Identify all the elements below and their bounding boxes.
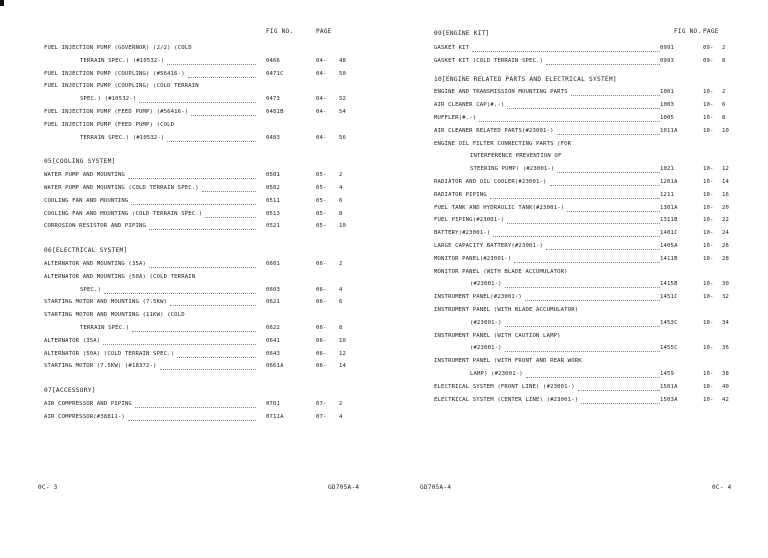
toc-entry [44,93,364,106]
figure-number: 0701 [266,400,281,407]
page-number: 14 [339,363,347,370]
entry-title: INSTRUMENT PANEL (WITH CAUTION LAMP) [434,332,561,339]
figure-number: 0483 [266,134,281,141]
figure-number: 0481B [266,108,284,115]
entry-title: INTERFERENCE PREVENTION OF [470,153,562,160]
toc-entry [434,86,750,99]
page-prefix: 10- [703,89,714,96]
entry-title: FUEL PIPING(#23001-) [434,217,505,224]
dot-leader [132,328,256,332]
toc-entry [434,240,750,253]
figure-number: 0502 [266,184,281,191]
entry-title: BATTERY(#23001-) [434,230,491,237]
page-number: 32 [722,294,730,301]
right-doc-code: GD705A-4 [420,484,452,491]
entry-title: ENGINE OIL FILTER CONNECTING PARTS (FOR [434,140,572,147]
dot-leader [149,226,256,230]
engine-related-entries [434,86,750,406]
page-number: 28 [722,255,730,262]
entry-title: ELECTRICAL SYSTEM (FRONT LINE) (#23001-) [434,383,575,390]
figure-number: 1001 [660,89,675,96]
dot-leader [167,138,256,142]
toc-entry [434,163,750,176]
page-number: 6 [339,197,343,204]
toc-entry [434,317,750,330]
toc-entry [44,258,364,271]
dot-leader [205,214,256,218]
page-prefix: 06- [316,324,327,331]
column-header [44,28,364,42]
page-prefix: 05- [316,172,327,179]
toc-entry [44,296,364,309]
entry-title: COOLING FAN AND MOUNTING [44,197,129,204]
entry-title: ELECTRICAL SYSTEM (CENTER LINE) (#23001-) [434,396,579,403]
entry-title: ALTERNATOR AND MOUNTING (50A) (COLD TERRAIN [44,273,196,280]
toc-entry [44,106,364,119]
entry-title: FUEL TANK AND HYDRAULIC TANK(#23001-) [434,204,565,211]
page-number: 4 [339,413,343,420]
dot-leader [160,366,256,370]
entry-title: TERRAIN SPEC.) (#10532-) [80,57,165,64]
figure-number: 1405A [660,242,678,249]
entry-title: RADIATOR PIPING [434,191,487,198]
page-prefix: 04- [316,96,327,103]
page-prefix: 10- [703,127,714,134]
dot-leader [525,297,660,301]
toc-entry [434,42,750,55]
entry-title: TERRAIN SPEC.) (#10532-) [80,134,165,141]
scan-corner-mark [0,0,4,6]
dot-leader [578,387,660,391]
toc-entry [44,360,364,373]
entry-title: WATER PUMP AND MOUNTING [44,172,125,179]
entry-title: LARGE CAPACITY BATTERY(#23001-) [434,242,544,249]
entry-title: STARTING MOTOR AND MOUNTING (7.5KW) [44,299,168,306]
page-number: 26 [722,242,730,249]
figure-number: 1003 [660,102,675,109]
page-number: 2 [339,400,343,407]
toc-entry [434,330,750,343]
dot-leader [507,105,660,109]
figure-number: 1411B [660,255,678,262]
entry-title: ALTERNATOR AND MOUNTING (35A) [44,260,147,267]
accessory-entries [44,398,364,424]
page-prefix: 10- [703,230,714,237]
dot-leader [202,188,256,192]
page-prefix: 10- [703,319,714,326]
dot-leader [514,259,660,263]
section-heading-cooling: 05[COOLING SYSTEM] [44,158,116,166]
figure-number: 0601 [266,260,281,267]
figure-number: 1301A [660,204,678,211]
page-number: 4 [339,286,343,293]
column-header [434,28,750,42]
figure-number: 1501A [660,383,678,390]
dot-leader [479,118,660,122]
page-number: 8 [339,210,343,217]
page-prefix: 04- [316,57,327,64]
page-prefix: 10- [703,294,714,301]
dot-leader [128,417,256,421]
dot-leader [571,92,660,96]
page-prefix: 10- [703,281,714,288]
toc-entry [434,55,750,68]
toc-entry [44,322,364,335]
dot-leader [472,48,660,52]
fig-no-header: FIG NO. [266,28,294,35]
toc-entry [44,68,364,81]
figure-number: 1459 [660,370,675,377]
figure-number: 0466 [266,57,281,64]
toc-entry [434,112,750,125]
toc-entry [44,169,364,182]
figure-number: 0471C [266,70,284,77]
page-prefix: 04- [316,70,327,77]
figure-number: 0521 [266,223,281,230]
toc-entry [44,335,364,348]
toc-entry [434,125,750,138]
engine-kit-entries [434,42,750,68]
dot-leader [131,201,256,205]
entry-title: STARTING MOTOR AND MOUNTING (11KW) (COLD [44,312,185,319]
page-number: 12 [722,166,730,173]
page-number: 22 [722,217,730,224]
page-prefix: 10- [703,396,714,403]
page-number: 24 [722,230,730,237]
entry-title: ALTERNATOR (50A) (COLD TERRAIN SPEC.) [44,350,175,357]
page-prefix: 10- [703,370,714,377]
dot-leader [581,400,660,404]
left-page [44,28,364,424]
page-prefix: 10- [703,166,714,173]
page-number: 40 [722,383,730,390]
figure-number: 0473 [266,96,281,103]
dot-leader [526,374,660,378]
fuel-injection-entries [44,42,364,144]
right-page [434,28,750,406]
page-number: 42 [722,396,730,403]
page-number: 48 [339,57,347,64]
page-number: 2 [339,260,343,267]
figure-number: 1451C [660,294,678,301]
page-prefix: 10- [703,114,714,121]
dot-leader [128,175,256,179]
entry-title: FUEL INJECTION PUMP (GOVERNOR) (2/2) (COLD [44,45,192,51]
toc-entry [44,55,364,68]
page-number: 2 [722,89,726,96]
toc-entry [44,80,364,93]
toc-entry [44,119,364,132]
toc-entry [44,208,364,221]
entry-title: AIR CLEANER RELATED PARTS(#23001-) [434,127,554,134]
toc-entry [434,99,750,112]
page-prefix: 07- [316,400,327,407]
toc-entry [434,202,750,215]
page-number: 10 [722,127,730,134]
toc-entry [44,195,364,208]
page-prefix: 05- [316,223,327,230]
dot-leader [557,169,660,173]
figure-number: 1401C [660,230,678,237]
entry-title: SPEC.) (#10532-) [80,96,137,103]
entry-title: AIR COMPRESSOR(#38811-) [44,413,125,420]
dot-leader [505,323,660,327]
figure-number: 0622 [266,324,281,331]
dot-leader [149,264,256,268]
entry-title: FUEL INJECTION PUMP (COUPLING) (#56416-) [44,70,185,77]
page-number: 10 [339,223,347,230]
entry-title: AIR COMPRESSOR AND PIPING [44,400,132,407]
fig-no-header: FIG NO. [674,28,702,35]
entry-title: LAMP) (#23001-) [470,370,523,377]
entry-title: (#23001-) [470,319,502,326]
section-heading-electrical: 06[ELECTRICAL SYSTEM] [44,247,128,255]
entry-title: INSTRUMENT PANEL (WITH FRONT AND REAR WORK [434,358,582,365]
dot-leader [550,182,660,186]
figure-number: 0603 [266,286,281,293]
page-header: PAGE [316,28,332,35]
page-number: 8 [722,114,726,121]
page-prefix: 10- [703,383,714,390]
dot-leader [567,208,660,212]
toc-entry [434,291,750,304]
page-prefix: 06- [316,260,327,267]
page-prefix: 10- [703,242,714,249]
entry-title: (#23001-) [470,345,502,352]
toc-entry [44,348,364,361]
entry-title: INSTRUMENT PANEL(#23001-) [434,294,522,301]
entry-title: FUEL INJECTION PUMP (COUPLING) (COLD TERRAIN [44,83,199,90]
dot-leader [188,74,256,78]
dot-leader [177,354,256,358]
entry-title: INSTRUMENT PANEL (WITH BLADE ACCUMULATOR) [434,306,579,313]
page-number: 8 [722,57,726,64]
page-number: 12 [339,350,347,357]
toc-entry [44,42,364,55]
figure-number: 0661A [266,363,284,370]
dot-leader [490,195,660,199]
page-number: 2 [339,172,343,179]
figure-number: 1201A [660,178,678,185]
toc-entry [44,411,364,424]
toc-entry [434,342,750,355]
figure-number: 0993 [660,57,675,64]
entry-title: COOLING FAN AND MOUNTING (COLD TERRAIN SPEC.) [44,210,203,217]
toc-entry [44,309,364,322]
dot-leader [135,404,256,408]
page-number: 16 [722,191,730,198]
toc-entry [44,284,364,297]
page-prefix: 09- [703,57,714,64]
entry-title: RADIATOR AND OIL COOLER(#23001-) [434,178,547,185]
figure-number: 0501 [266,172,281,179]
dot-leader [104,290,256,294]
figure-number: 1211 [660,191,675,198]
entry-title: FUEL INJECTION PUMP (FEED PUMP) (#56416-) [44,108,189,115]
page-prefix: 06- [316,350,327,357]
left-page-number: 0C- 3 [38,484,58,491]
toc-entry [434,394,750,407]
page-number: 52 [339,96,347,103]
entry-title: STEERING PUMP) (#23001-) [470,166,555,173]
page-number: 36 [722,345,730,352]
left-doc-code: GD705A-4 [328,484,360,491]
entry-title: MUFFLER(#.-) [434,114,477,121]
page-number: 38 [722,370,730,377]
entry-title: ALTERNATOR (35A) [44,337,101,344]
toc-entry [434,176,750,189]
entry-title: MONITOR PANEL(#23001-) [434,255,512,262]
page-number: 2 [722,45,726,51]
figure-number: 1415B [660,281,678,288]
toc-entry [434,214,750,227]
figure-number: 0641 [266,337,281,344]
entry-title: FUEL INJECTION PUMP (FEED PUMP) (COLD [44,121,175,128]
toc-entry [44,132,364,145]
entry-title: STARTING MOTOR (7.5KW) (#18372-) [44,363,157,370]
page-number: 6 [722,102,726,109]
page-prefix: 10- [703,191,714,198]
figure-number: 0513 [266,210,281,217]
entry-title: (#23001-) [470,281,502,288]
dot-leader [507,220,660,224]
page-number: 20 [722,204,730,211]
toc-entry [434,150,750,163]
page-prefix: 10- [703,345,714,352]
page-number: 56 [339,134,347,141]
entry-title: CORROSION RESISTOR AND PIPING [44,223,147,230]
page-prefix: 10- [703,178,714,185]
dot-leader [103,341,256,345]
page-number: 50 [339,70,347,77]
toc-entry [434,227,750,240]
figure-number: 0643 [266,350,281,357]
page-number: 10 [339,337,347,344]
page-prefix: 10- [703,255,714,262]
toc-entry [434,138,750,151]
page-number: 4 [339,184,343,191]
page-number: 14 [722,178,730,185]
electrical-entries [44,258,364,373]
toc-entry [434,368,750,381]
entry-title: GASKET KIT [434,45,470,51]
page-prefix: 10- [703,204,714,211]
dot-leader [493,233,660,237]
dot-leader [505,284,660,288]
cooling-entries [44,169,364,233]
toc-entry [434,189,750,202]
dot-leader [139,99,256,103]
toc-entry [44,182,364,195]
entry-title: MONITOR PANEL (WITH BLADE ACCUMULATOR) [434,268,568,275]
toc-entry [434,355,750,368]
dot-leader [557,131,660,135]
page-prefix: 06- [316,363,327,370]
page-prefix: 07- [316,413,327,420]
section-heading-accessory: 07[ACCESSORY] [44,387,96,395]
entry-title: GASKET KIT (COLD TERRAIN SPEC.) [434,57,544,64]
page-prefix: 06- [316,286,327,293]
right-page-number: 0C- 4 [712,484,732,491]
figure-number: 1455C [660,345,678,352]
page-prefix: 05- [316,184,327,191]
entry-title: ENGINE AND TRANSMISSION MOUNTING PARTS [434,89,568,96]
section-heading-engine-kit: 09[ENGINE KIT] [434,30,490,37]
figure-number: 1021 [660,166,675,173]
page-prefix: 06- [316,337,327,344]
dot-leader [167,61,256,65]
entry-title: TERRAIN SPEC.) [80,324,130,331]
page-header: PAGE [703,28,719,35]
figure-number: 0991 [660,45,675,51]
page-number: 34 [722,319,730,326]
toc-entry [434,304,750,317]
figure-number: 1011A [660,127,678,134]
page-prefix: 06- [316,299,327,306]
section-heading-engine-related: 10[ENGINE RELATED PARTS AND ELECTRICAL SYSTEM] [434,75,617,83]
toc-entry [434,381,750,394]
figure-number: 1453C [660,319,678,326]
entry-title: AIR CLEANER CAP(#.-) [434,102,505,109]
toc-entry [44,271,364,284]
page-prefix: 05- [316,197,327,204]
page-number: 54 [339,108,347,115]
toc-entry [434,253,750,266]
dot-leader [170,302,256,306]
page-prefix: 04- [316,108,327,115]
dot-leader [546,246,660,250]
dot-leader [505,348,660,352]
page-number: 8 [339,324,343,331]
page-number: 30 [722,281,730,288]
toc-entry [434,266,750,279]
figure-number: 0711A [266,413,284,420]
entry-title: WATER PUMP AND MOUNTING (COLD TERRAIN SPEC.) [44,184,199,191]
dot-leader [191,112,256,116]
figure-number: 1005 [660,114,675,121]
figure-number: 0621 [266,299,281,306]
page-prefix: 10- [703,217,714,224]
page-number: 6 [339,299,343,306]
page-prefix: 09- [703,45,714,51]
entry-title: SPEC.) [80,286,102,293]
toc-entry [44,220,364,233]
page-prefix: 10- [703,102,714,109]
dot-leader [546,61,660,65]
page-prefix: 05- [316,210,327,217]
figure-number: 1503A [660,396,678,403]
toc-entry [44,398,364,411]
figure-number: 1311B [660,217,678,224]
figure-number: 0511 [266,197,281,204]
page-prefix: 04- [316,134,327,141]
toc-entry [434,278,750,291]
